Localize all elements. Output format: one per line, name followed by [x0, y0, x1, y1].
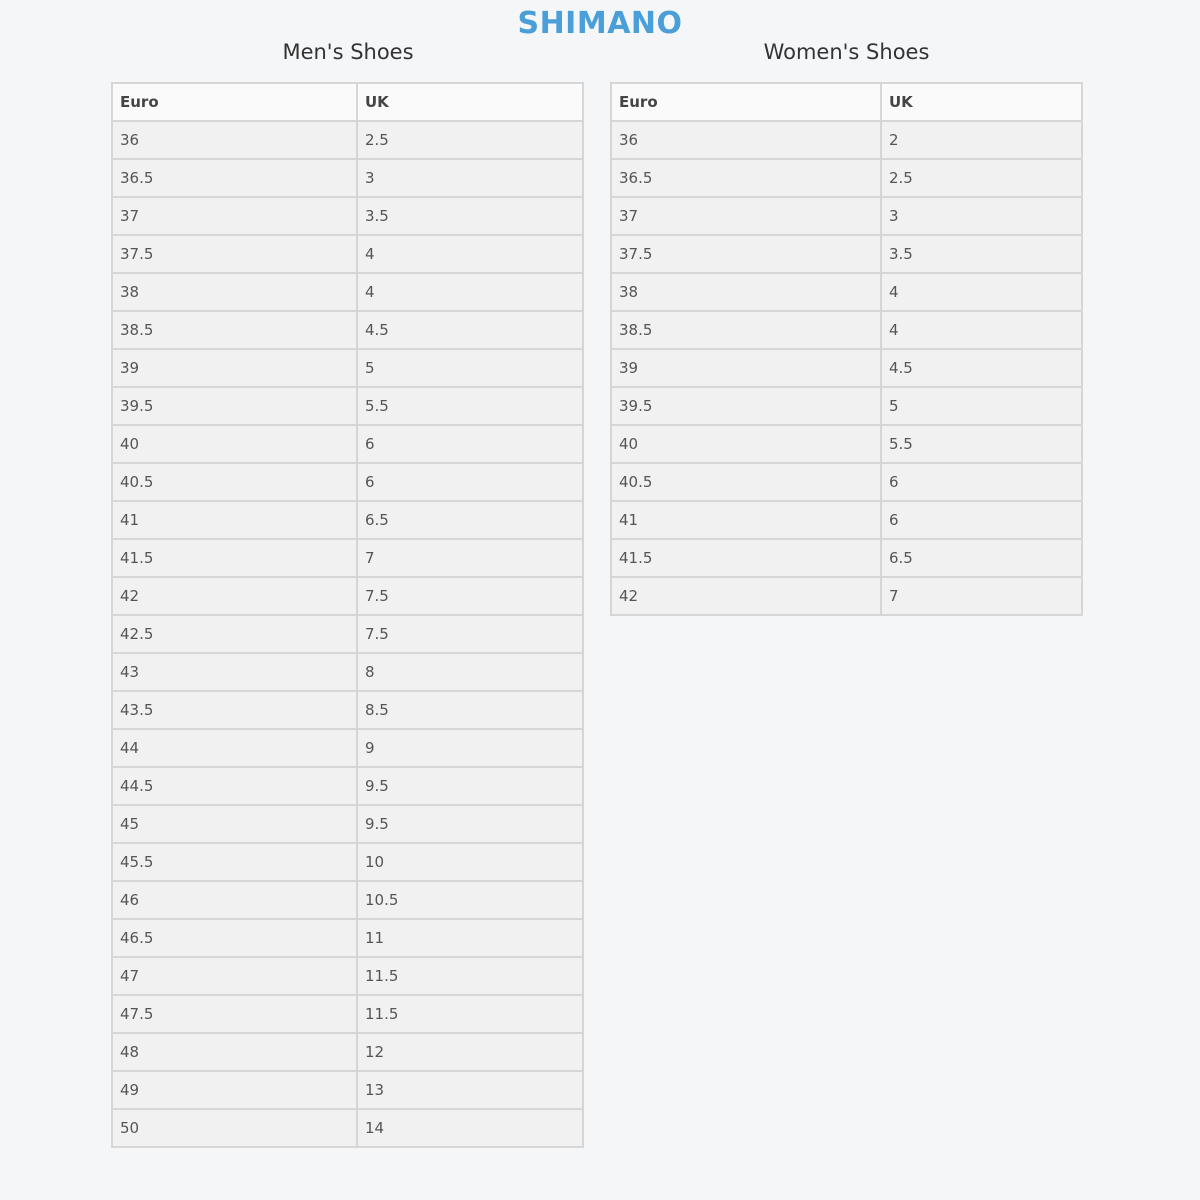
- euro-size-cell: 42.5: [112, 615, 357, 653]
- uk-size-cell: 5.5: [881, 425, 1082, 463]
- uk-size-cell: 3.5: [357, 197, 583, 235]
- uk-size-cell: 5: [881, 387, 1082, 425]
- uk-size-cell: 4.5: [881, 349, 1082, 387]
- table-row: [611, 387, 1082, 425]
- table-row: [112, 159, 583, 197]
- uk-size-cell: 13: [357, 1071, 583, 1109]
- uk-size-cell: 4: [357, 235, 583, 273]
- euro-size-cell: 40.5: [611, 463, 881, 501]
- euro-size-cell: 40: [112, 425, 357, 463]
- table-row: [112, 463, 583, 501]
- euro-size-cell: 43: [112, 653, 357, 691]
- table-row: [112, 235, 583, 273]
- euro-size-cell: 38.5: [611, 311, 881, 349]
- mens-header-euro: Euro: [112, 83, 357, 121]
- euro-size-cell: 46: [112, 881, 357, 919]
- uk-size-cell: 2.5: [357, 121, 583, 159]
- uk-size-cell: 7: [881, 577, 1082, 615]
- table-row: [112, 881, 583, 919]
- uk-size-cell: 3: [881, 197, 1082, 235]
- uk-size-cell: 8: [357, 653, 583, 691]
- uk-size-cell: 7: [357, 539, 583, 577]
- mens-size-table: [111, 82, 584, 1148]
- uk-size-cell: 11: [357, 919, 583, 957]
- uk-size-cell: 8.5: [357, 691, 583, 729]
- uk-size-cell: 6: [881, 463, 1082, 501]
- table-row: [112, 957, 583, 995]
- table-row: [112, 767, 583, 805]
- euro-size-cell: 40: [611, 425, 881, 463]
- table-row: [112, 691, 583, 729]
- table-row: [112, 995, 583, 1033]
- table-row: [112, 273, 583, 311]
- euro-size-cell: 44: [112, 729, 357, 767]
- table-row: [112, 1109, 583, 1147]
- table-row: [112, 387, 583, 425]
- uk-size-cell: 4.5: [357, 311, 583, 349]
- table-row: [611, 197, 1082, 235]
- euro-size-cell: 50: [112, 1109, 357, 1147]
- table-row: [112, 501, 583, 539]
- uk-size-cell: 9.5: [357, 767, 583, 805]
- table-row: [112, 311, 583, 349]
- uk-size-cell: 2.5: [881, 159, 1082, 197]
- table-row: [611, 425, 1082, 463]
- euro-size-cell: 42: [112, 577, 357, 615]
- shimano-logo: [512, 4, 688, 38]
- euro-size-cell: 36.5: [112, 159, 357, 197]
- table-row: [112, 615, 583, 653]
- euro-size-cell: 37.5: [112, 235, 357, 273]
- table-row: [611, 501, 1082, 539]
- uk-size-cell: 4: [357, 273, 583, 311]
- uk-size-cell: 9.5: [357, 805, 583, 843]
- table-row: [112, 919, 583, 957]
- uk-size-cell: 7.5: [357, 577, 583, 615]
- uk-size-cell: 10: [357, 843, 583, 881]
- table-row: [611, 159, 1082, 197]
- uk-size-cell: 7.5: [357, 615, 583, 653]
- uk-size-cell: 14: [357, 1109, 583, 1147]
- uk-size-cell: 6.5: [357, 501, 583, 539]
- table-row: [611, 121, 1082, 159]
- table-row: [112, 577, 583, 615]
- euro-size-cell: 39.5: [112, 387, 357, 425]
- euro-size-cell: 45: [112, 805, 357, 843]
- euro-size-cell: 37: [611, 197, 881, 235]
- euro-size-cell: 46.5: [112, 919, 357, 957]
- table-row: [112, 843, 583, 881]
- table-row: [112, 197, 583, 235]
- mens-header-row: [112, 83, 583, 121]
- mens-header-uk: UK: [357, 83, 583, 121]
- uk-size-cell: 11.5: [357, 995, 583, 1033]
- table-row: [112, 349, 583, 387]
- uk-size-cell: 3: [357, 159, 583, 197]
- table-row: [611, 273, 1082, 311]
- euro-size-cell: 41.5: [611, 539, 881, 577]
- brand-logo: [0, 4, 1200, 42]
- uk-size-cell: 6: [357, 463, 583, 501]
- euro-size-cell: 47: [112, 957, 357, 995]
- euro-size-cell: 49: [112, 1071, 357, 1109]
- uk-size-cell: 4: [881, 311, 1082, 349]
- euro-size-cell: 38.5: [112, 311, 357, 349]
- mens-shoes-title: Men's Shoes: [282, 40, 414, 64]
- womens-size-table: [610, 82, 1083, 616]
- womens-shoes-title: Women's Shoes: [763, 40, 930, 64]
- table-row: [611, 539, 1082, 577]
- euro-size-cell: 38: [112, 273, 357, 311]
- mens-table-body: [112, 121, 583, 1147]
- table-row: [112, 539, 583, 577]
- uk-size-cell: 6: [357, 425, 583, 463]
- euro-size-cell: 36: [611, 121, 881, 159]
- uk-size-cell: 2: [881, 121, 1082, 159]
- euro-size-cell: 42: [611, 577, 881, 615]
- table-row: [112, 805, 583, 843]
- euro-size-cell: 36: [112, 121, 357, 159]
- table-row: [112, 1033, 583, 1071]
- euro-size-cell: 41: [611, 501, 881, 539]
- euro-size-cell: 37: [112, 197, 357, 235]
- euro-size-cell: 45.5: [112, 843, 357, 881]
- euro-size-cell: 36.5: [611, 159, 881, 197]
- uk-size-cell: 11.5: [357, 957, 583, 995]
- uk-size-cell: 9: [357, 729, 583, 767]
- table-row: [112, 1071, 583, 1109]
- euro-size-cell: 38: [611, 273, 881, 311]
- uk-size-cell: 3.5: [881, 235, 1082, 273]
- uk-size-cell: 10.5: [357, 881, 583, 919]
- table-row: [611, 577, 1082, 615]
- table-row: [112, 729, 583, 767]
- uk-size-cell: 5: [357, 349, 583, 387]
- euro-size-cell: 47.5: [112, 995, 357, 1033]
- euro-size-cell: 41: [112, 501, 357, 539]
- euro-size-cell: 37.5: [611, 235, 881, 273]
- euro-size-cell: 48: [112, 1033, 357, 1071]
- uk-size-cell: 6: [881, 501, 1082, 539]
- euro-size-cell: 39: [112, 349, 357, 387]
- brand-name: SHIMANO: [517, 6, 683, 38]
- womens-header-uk: UK: [881, 83, 1082, 121]
- euro-size-cell: 41.5: [112, 539, 357, 577]
- uk-size-cell: 12: [357, 1033, 583, 1071]
- womens-table-body: [611, 121, 1082, 615]
- uk-size-cell: 4: [881, 273, 1082, 311]
- euro-size-cell: 44.5: [112, 767, 357, 805]
- womens-header-row: [611, 83, 1082, 121]
- euro-size-cell: 39: [611, 349, 881, 387]
- table-row: [611, 463, 1082, 501]
- table-row: [611, 349, 1082, 387]
- table-row: [112, 653, 583, 691]
- euro-size-cell: 39.5: [611, 387, 881, 425]
- uk-size-cell: 6.5: [881, 539, 1082, 577]
- uk-size-cell: 5.5: [357, 387, 583, 425]
- table-row: [611, 235, 1082, 273]
- euro-size-cell: 40.5: [112, 463, 357, 501]
- womens-header-euro: Euro: [611, 83, 881, 121]
- table-row: [112, 425, 583, 463]
- table-row: [112, 121, 583, 159]
- euro-size-cell: 43.5: [112, 691, 357, 729]
- table-row: [611, 311, 1082, 349]
